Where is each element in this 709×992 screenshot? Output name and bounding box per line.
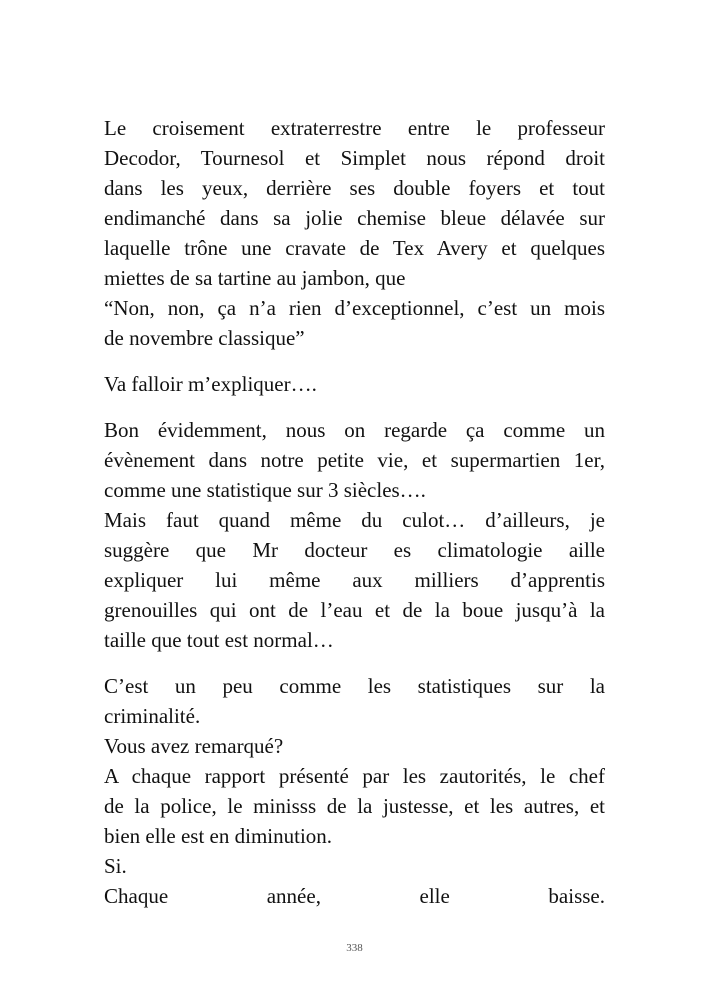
paragraph-2 [104, 369, 605, 399]
paragraph-gap [104, 353, 605, 369]
text-line: bien elle est en diminution. [104, 824, 333, 848]
text-line: Bon évidemment, nous on regarde ça comme un [104, 418, 605, 442]
text-line: Vous avez remarqué? [104, 734, 284, 758]
text-line: endimanché dans sa jolie chemise bleue délavée sur [104, 206, 605, 230]
text-line: Le croisement extraterrestre entre le professeur [104, 116, 605, 140]
text-line: laquelle trône une cravate de Tex Avery et quelques [104, 236, 605, 260]
text-line: de la police, le minisss de la justesse, et les autres, et [104, 794, 605, 818]
text-line: Si. [104, 854, 127, 878]
paragraph-3 [104, 415, 605, 655]
text-line: A chaque rapport présenté par les zautorités, le chef [104, 764, 605, 788]
text-line: Chaque année, elle baisse. [104, 884, 605, 908]
text-line: grenouilles qui ont de l’eau et de la boue jusqu’à la [104, 598, 605, 622]
paragraph-4 [104, 671, 605, 911]
text-line: évènement dans notre petite vie, et supermartien 1er, [104, 448, 605, 472]
text-line: expliquer lui même aux milliers d’apprentis [104, 568, 605, 592]
page-number: 338 [346, 942, 363, 954]
paragraph-gap [104, 655, 605, 671]
text-line: de novembre classique” [104, 326, 305, 350]
text-line: dans les yeux, derrière ses double foyers et tout [104, 176, 605, 200]
text-line: Va falloir m’expliquer…. [104, 372, 317, 396]
text-line: taille que tout est normal… [104, 628, 334, 652]
text-line: Decodor, Tournesol et Simplet nous répond droit [104, 146, 605, 170]
text-line: suggère que Mr docteur es climatologie aille [104, 538, 605, 562]
text-line: miettes de sa tartine au jambon, que [104, 266, 406, 290]
text-line: “Non, non, ça n’a rien d’exceptionnel, c’est un mois [104, 296, 605, 320]
text-line: comme une statistique sur 3 siècles…. [104, 478, 426, 502]
paragraph-1 [104, 113, 605, 353]
text-line: C’est un peu comme les statistiques sur la [104, 674, 605, 698]
paragraph-gap [104, 399, 605, 415]
text-line: criminalité. [104, 704, 201, 728]
book-page-text [104, 113, 605, 911]
text-line: Mais faut quand même du culot… d’ailleurs, je [104, 508, 605, 532]
